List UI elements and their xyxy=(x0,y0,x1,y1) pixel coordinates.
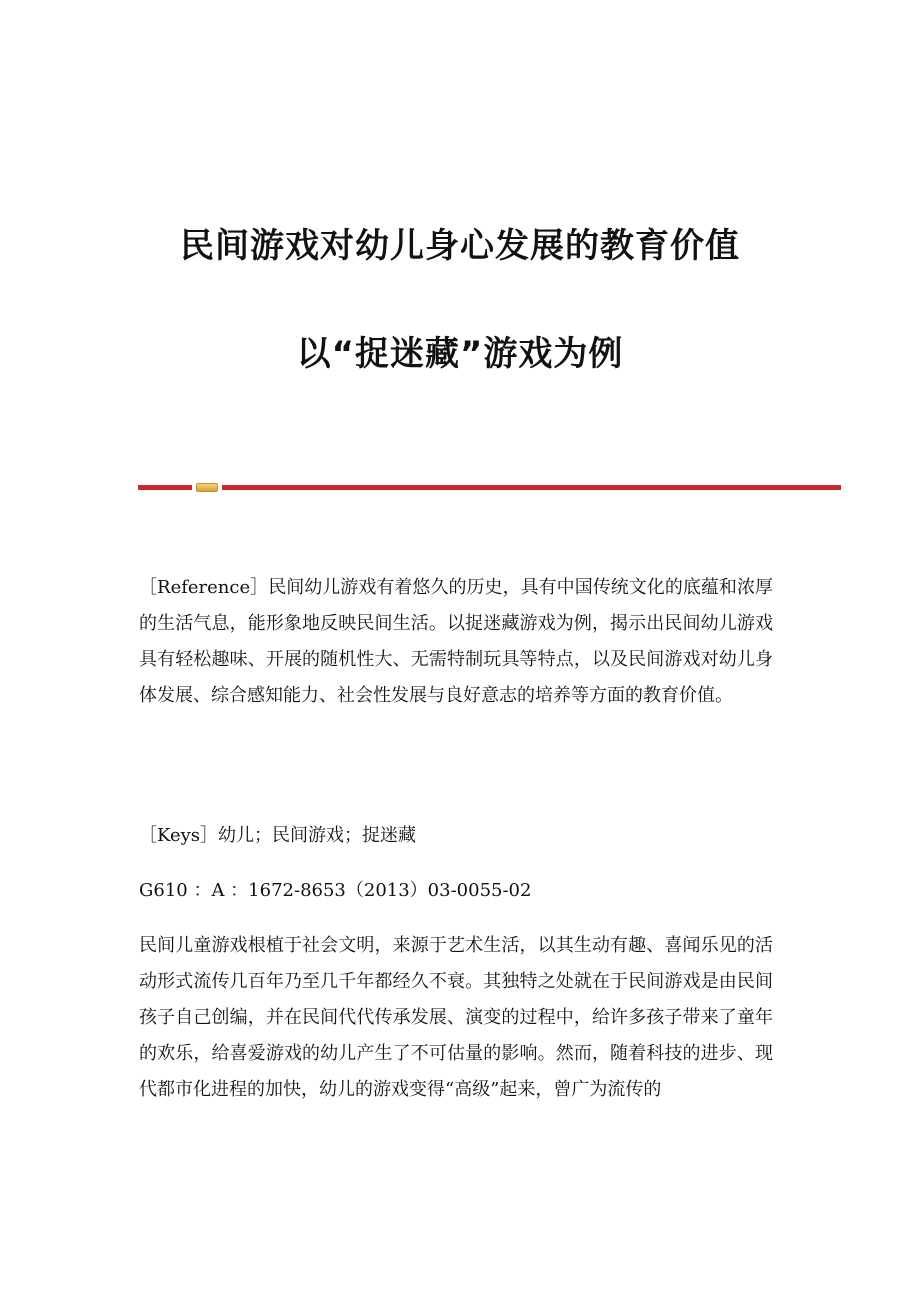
keywords-line: ［Keys］幼儿；民间游戏；捉迷藏 xyxy=(139,825,417,846)
abstract-paragraph: ［Reference］民间幼儿游戏有着悠久的历史，具有中国传统文化的底蕴和浓厚的生活气息，能形象地反映民间生活。以捉迷藏游戏为例，揭示出民间幼儿游戏具有轻松趣味、开展的随机性大、无需特制玩具等特点，以及民间游戏对幼儿身体发展、综合感知能力、社会性发展与良好意志的培养等方面的教育价值。 xyxy=(139,577,773,706)
divider-emblem-icon xyxy=(196,483,218,492)
page-subtitle: 以“捉迷藏”游戏为例 xyxy=(296,334,624,374)
title-divider xyxy=(138,483,841,493)
page-title: 民间游戏对幼儿身心发展的教育价值 xyxy=(180,226,740,266)
divider-bar-right xyxy=(222,485,841,490)
classification-line: G610 ：A ：1672-8653（2013）03-0055-02 xyxy=(139,880,532,901)
divider-bar-left xyxy=(138,485,192,490)
body-paragraph: 民间儿童游戏根植于社会文明，来源于艺术生活，以其生动有趣、喜闻乐见的活动形式流传几百年乃至几千年都经久不衰。其独特之处就在于民间游戏是由民间孩子自己创编，并在民间代代传承发展、演变的过程中，给许多孩子带来了童年的欢乐，给喜爱游戏的幼儿产生了不可估量的影响。然而，随着科技的进步、现代都市化进程的加快，幼儿的游戏变得“高级”起来，曾广为流传的 xyxy=(139,935,773,1100)
